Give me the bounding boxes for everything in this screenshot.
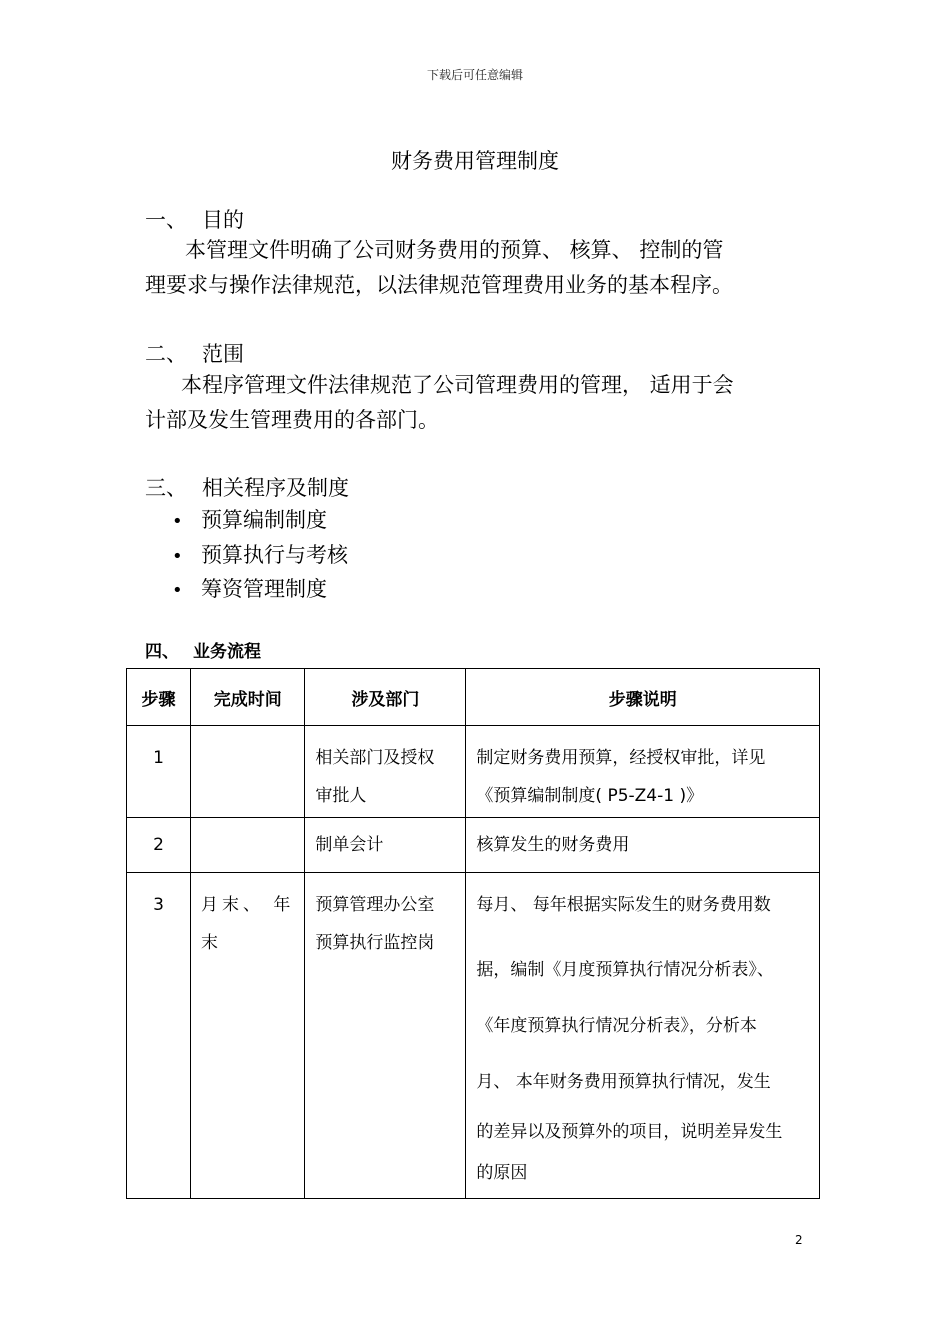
description-line: 《年度预算执行情况分析表》，分析本	[476, 1016, 757, 1036]
description-line: 的差异以及预算外的项目，说明差异发生	[476, 1122, 783, 1142]
column-header: 步骤	[127, 669, 191, 726]
description-line: 每月、 每年根据实际发生的财务费用数	[476, 895, 771, 915]
step-cell	[127, 818, 191, 873]
department-line: 审批人	[315, 786, 367, 806]
department-cell	[305, 818, 466, 873]
header-note: 下载后可任意编辑	[426, 68, 523, 82]
table-row	[127, 873, 820, 1199]
description-line: 《预算编制制度( P5-Z4-1 )》	[476, 786, 704, 806]
bullet-icon: •	[172, 545, 183, 567]
table-row	[127, 818, 820, 873]
department-line: 制单会计	[315, 835, 384, 855]
table-row	[127, 726, 820, 818]
description-line: 的原因	[476, 1163, 528, 1183]
section-title: 目的	[202, 208, 244, 232]
section-title: 范围	[202, 342, 244, 366]
paragraph-line: 本程序管理文件法律规范了公司管理费用的管理， 适用于会	[181, 373, 734, 397]
section-1-body	[145, 233, 815, 303]
description-line: 制定财务费用预算，经授权审批，详见	[476, 748, 766, 768]
step-number: 2	[153, 835, 164, 855]
time-cell	[191, 818, 305, 873]
bullet-icon: •	[172, 580, 183, 601]
section-2-body	[145, 368, 815, 438]
description-cell	[466, 726, 820, 818]
department-line: 相关部门及授权	[315, 748, 435, 768]
time-cell	[191, 726, 305, 818]
column-header: 完成时间	[191, 669, 305, 726]
section-number: 三、	[145, 476, 187, 500]
description-line: 月、 本年财务费用预算执行情况，发生	[476, 1072, 771, 1092]
department-cell	[305, 873, 466, 1199]
paragraph-line: 理要求与操作法律规范，以法律规范管理费用业务的基本程序。	[145, 273, 733, 297]
description-line: 据，编制《月度预算执行情况分析表》、	[476, 960, 774, 980]
list-item	[172, 540, 348, 575]
time-line: 末	[201, 933, 218, 953]
description-line: 核算发生的财务费用	[476, 835, 630, 855]
section-2-heading	[145, 338, 244, 368]
business-flow-table	[126, 668, 820, 1199]
step-number: 3	[153, 895, 164, 915]
department-cell	[305, 726, 466, 818]
section-number: 一、	[145, 208, 187, 232]
section-number: 四、	[145, 642, 179, 662]
section-1-heading	[145, 204, 244, 234]
section-title: 相关程序及制度	[202, 476, 349, 500]
list-item-label: 预算编制制度	[201, 508, 327, 532]
step-number: 1	[153, 748, 164, 768]
list-item	[172, 574, 348, 609]
step-cell	[127, 726, 191, 818]
paragraph-line: 本管理文件明确了公司财务费用的预算、 核算、 控制的管	[185, 238, 724, 262]
department-line: 预算管理办公室	[315, 895, 435, 915]
bullet-icon: •	[172, 511, 183, 532]
time-line: 月末、 年	[201, 895, 295, 915]
column-header: 涉及部门	[305, 669, 466, 726]
list-item-label: 预算执行与考核	[201, 542, 348, 567]
section-4-heading	[145, 637, 261, 662]
column-header: 步骤说明	[466, 669, 820, 726]
description-cell	[466, 818, 820, 873]
list-item	[172, 505, 348, 540]
table-header-row	[127, 669, 820, 726]
section-number: 二、	[145, 342, 187, 366]
time-cell	[191, 873, 305, 1199]
step-cell	[127, 873, 191, 1199]
section-title: 业务流程	[193, 642, 261, 662]
department-line: 预算执行监控岗	[315, 933, 435, 953]
page-number: 2	[795, 1233, 803, 1247]
paragraph-line: 计部及发生管理费用的各部门。	[145, 408, 439, 432]
section-3-heading	[145, 472, 349, 502]
description-cell	[466, 873, 820, 1199]
list-item-label: 筹资管理制度	[201, 577, 327, 601]
related-procedures-list	[172, 505, 348, 609]
document-title: 财务费用管理制度	[391, 149, 559, 173]
